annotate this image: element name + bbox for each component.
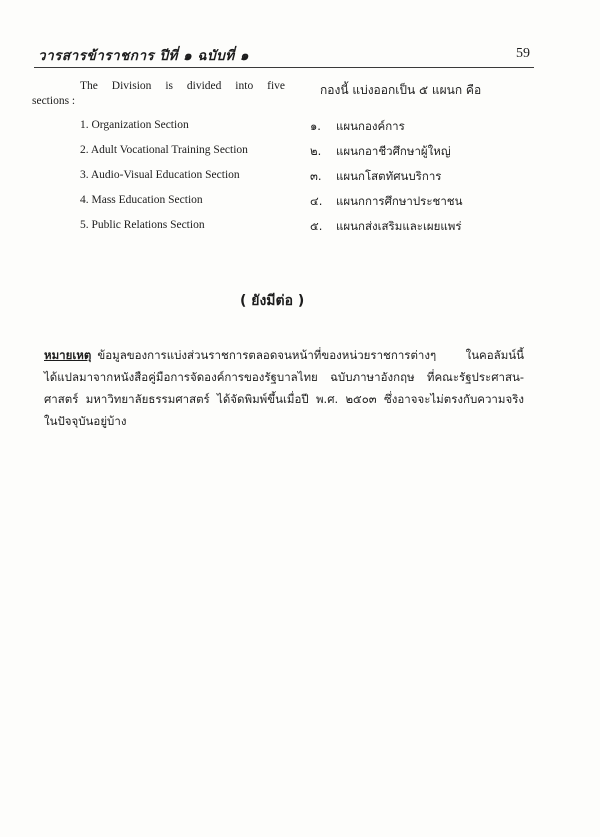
section-th-number: ๕.	[310, 219, 323, 233]
note-line: ศาสตร์ มหาวิทยาลัยธรรมศาสตร์ ได้จัดพิมพ์ขึ้นเมื่อปี พ.ศ. ๒๕๐๓ ซึ่งอาจจะไม่ตรงกับความจริง	[44, 392, 524, 406]
section-th-number: ๒.	[310, 144, 322, 158]
section-th-name: แผนกส่งเสริมและเผยแพร่	[336, 219, 462, 233]
section-th-name: แผนกองค์การ	[336, 119, 405, 133]
section-th-number: ๔.	[310, 194, 323, 208]
note-line	[44, 347, 524, 369]
section-th-item	[310, 168, 462, 193]
note-line1-text: ข้อมูลของการแบ่งส่วนราชการตลอดจนหน้าที่ของหน่วยราชการต่างๆ ในคอลัมน์นี้	[97, 348, 524, 362]
intro-english	[32, 79, 285, 109]
intro-thai: กองนี้ แบ่งออกเป็น ๕ แผนก คือ	[320, 83, 482, 97]
section-th-item	[310, 218, 462, 243]
sections-thai-list	[310, 118, 462, 243]
section-en-item: 2. Adult Vocational Training Section	[80, 144, 248, 156]
intro-english-line2: sections :	[32, 95, 76, 107]
section-th-name: แผนกอาชีวศึกษาผู้ใหญ่	[336, 144, 451, 158]
section-th-item	[310, 118, 462, 143]
note-line: ได้แปลมาจากหนังสือคู่มือการจัดองค์การของรัฐบาลไทย ฉบับภาษาอังกฤษ ที่คณะรัฐประศาสน-	[44, 370, 524, 384]
section-th-name: แผนกการศึกษาประชาชน	[336, 194, 463, 208]
note-block	[44, 347, 524, 435]
sections-english-list	[80, 117, 248, 242]
section-th-item	[310, 143, 462, 168]
section-th-number: ๓.	[310, 169, 322, 183]
intro-english-line1: The Division is divided into five	[80, 80, 285, 92]
section-en-item: 3. Audio-Visual Education Section	[80, 169, 240, 181]
page-header	[38, 44, 530, 66]
note-label: หมายเหตุ	[44, 348, 92, 362]
page-number: 59	[516, 46, 530, 61]
continued-label: ( ยังมีต่อ )	[240, 293, 305, 309]
note-line: ในปัจจุบันอยู่บ้าง	[44, 414, 127, 428]
header-rule	[34, 67, 534, 68]
section-th-name: แผนกโสตทัศนบริการ	[336, 169, 442, 183]
section-th-item	[310, 193, 462, 218]
section-th-number: ๑.	[310, 119, 321, 133]
journal-title: วารสารข้าราชการ ปีที่ ๑ ฉบับที่ ๑	[38, 48, 249, 64]
section-en-item: 1. Organization Section	[80, 119, 189, 131]
section-en-item: 5. Public Relations Section	[80, 219, 205, 231]
section-en-item: 4. Mass Education Section	[80, 194, 203, 206]
